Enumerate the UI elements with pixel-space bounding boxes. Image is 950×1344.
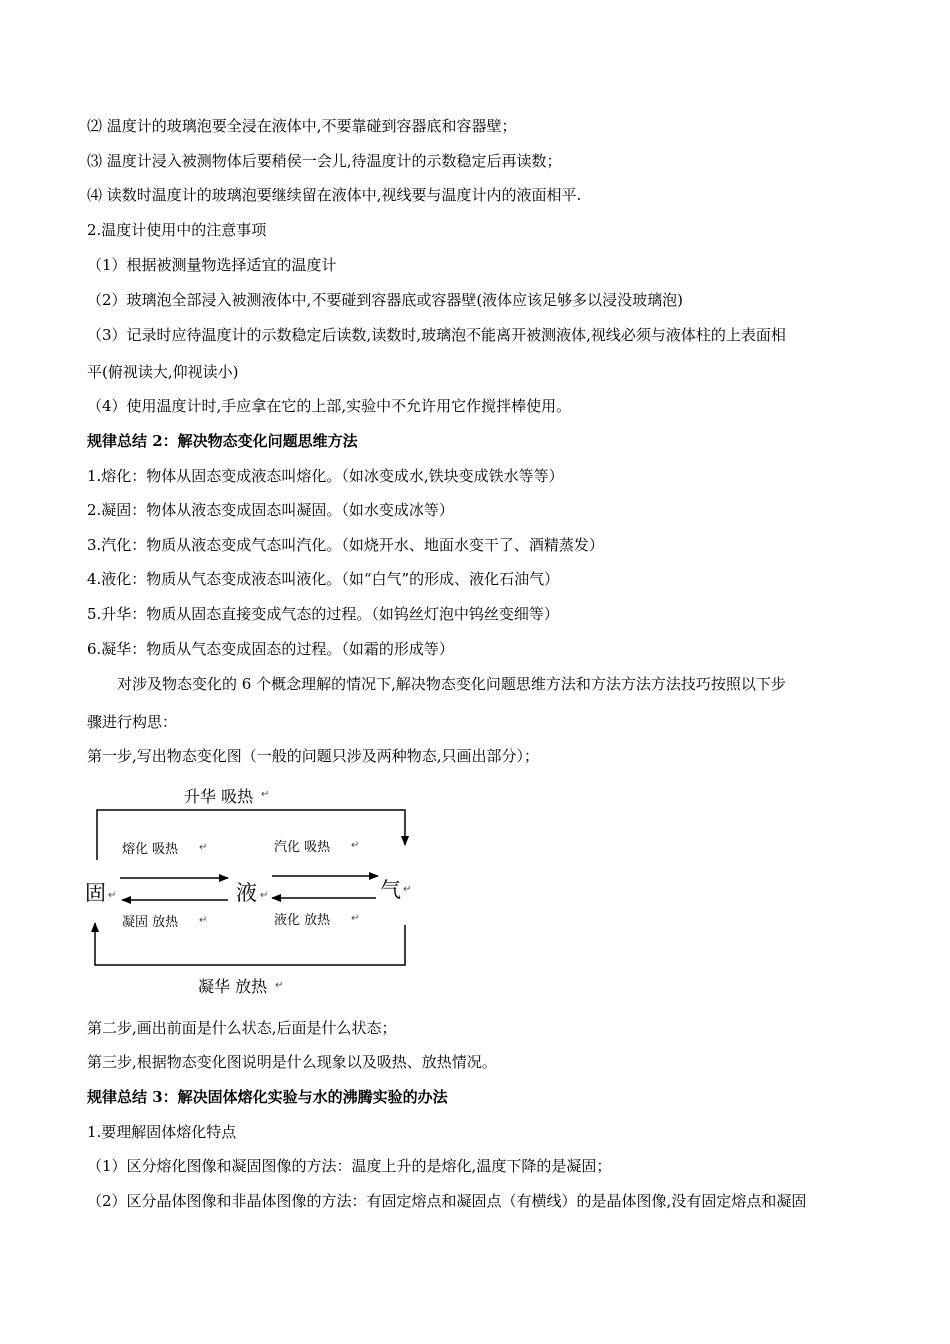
text-line: （1）区分熔化图像和凝固图像的方法：温度上升的是熔化,温度下降的是凝固； [87,1157,612,1175]
liquefaction-label: 液化 放热 [274,913,331,928]
melting-label: 熔化 吸热 [122,842,179,857]
return-mark: ↵ [351,913,360,924]
text-line: ⑷ 读数时温度计的玻璃泡要继续留在液体中,视线要与温度计内的液面相平. [87,186,582,204]
definition-line: 1.熔化：物体从固态变成液态叫熔化。（如冰变成水,铁块变成铁水等等） [87,467,564,485]
step-line: 第二步,画出前面是什么状态,后面是什么状态； [87,1019,397,1037]
definition-line: 5.升华：物质从固态直接变成气态的过程。（如钨丝灯泡中钨丝变细等） [87,605,559,623]
paragraph-line: 骤进行构思： [87,713,178,731]
freezing-label: 凝固 放热 [122,915,179,930]
gas-state-label: 气 [380,878,401,902]
text-line: ⑵ 温度计的玻璃泡要全浸在液体中,不要靠碰到容器底和容器壁； [87,117,517,135]
text-line: （3）记录时应待温度计的示数稳定后读数,读数时,玻璃泡不能离开被测液体,视线必须与液体柱的上表面相 [87,326,786,344]
step-line: 第一步,写出物态变化图（一般的问题只涉及两种物态,只画出部分）； [87,747,540,765]
return-mark: ↵ [108,890,117,901]
return-mark: ↵ [403,884,412,895]
text-line: ⑶ 温度计浸入被测物体后要稍侯一会儿,待温度计的示数稳定后再读数； [87,152,562,170]
sublimation-label: 升华 吸热 [184,787,254,806]
vaporization-label: 汽化 吸热 [274,840,331,855]
return-mark: ↵ [260,890,269,901]
section-heading: 2.温度计使用中的注意事项 [87,221,267,239]
solid-state-label: 固 [85,881,106,905]
step-line: 第三步,根据物态变化图说明是什么现象以及吸热、放热情况。 [87,1053,497,1071]
text-line: （4）使用温度计时,手应拿在它的上部,实验中不允许用它作搅拌棒使用。 [87,397,572,415]
return-mark: ↵ [199,842,208,853]
phase-change-diagram [80,780,440,1000]
return-mark: ↵ [199,915,208,926]
liquid-state-label: 液 [236,881,257,905]
return-mark: ↵ [275,980,284,991]
text-line: （1）根据被测量物选择适宜的温度计 [87,256,337,274]
text-line: （2）区分晶体图像和非晶体图像的方法：有固定熔点和凝固点（有横线）的是晶体图像,没有固定熔点和凝固 [87,1192,807,1210]
return-mark: ↵ [351,840,360,851]
text-line: 平(俯视读大,仰视读小) [87,363,239,381]
rule-heading: 规律总结 2：解决物态变化问题思维方法 [87,432,358,450]
definition-line: 6.凝华：物质从气态变成固态的过程。（如霜的形成等） [87,640,454,658]
text-line: （2）玻璃泡全部浸入被测液体中,不要碰到容器底或容器壁(液体应该足够多以浸没玻璃泡) [87,291,684,309]
definition-line: 3.汽化：物质从液态变成气态叫汽化。（如烧开水、地面水变干了、酒精蒸发） [87,536,604,554]
definition-line: 2.凝固：物体从液态变成固态叫凝固。（如水变成冰等） [87,501,454,519]
return-mark: ↵ [261,789,270,800]
rule-heading: 规律总结 3：解决固体熔化实验与水的沸腾实验的办法 [87,1088,448,1106]
paragraph-line: 对涉及物态变化的 6 个概念理解的情况下,解决物态变化问题思维方法和方法方法方法技巧按照以下步 [117,675,786,693]
section-heading: 1.要理解固体熔化特点 [87,1123,237,1141]
deposition-label: 凝华 放热 [198,977,268,996]
definition-line: 4.液化：物质从气态变成液态叫液化。（如“白气”的形成、液化石油气） [87,570,560,588]
